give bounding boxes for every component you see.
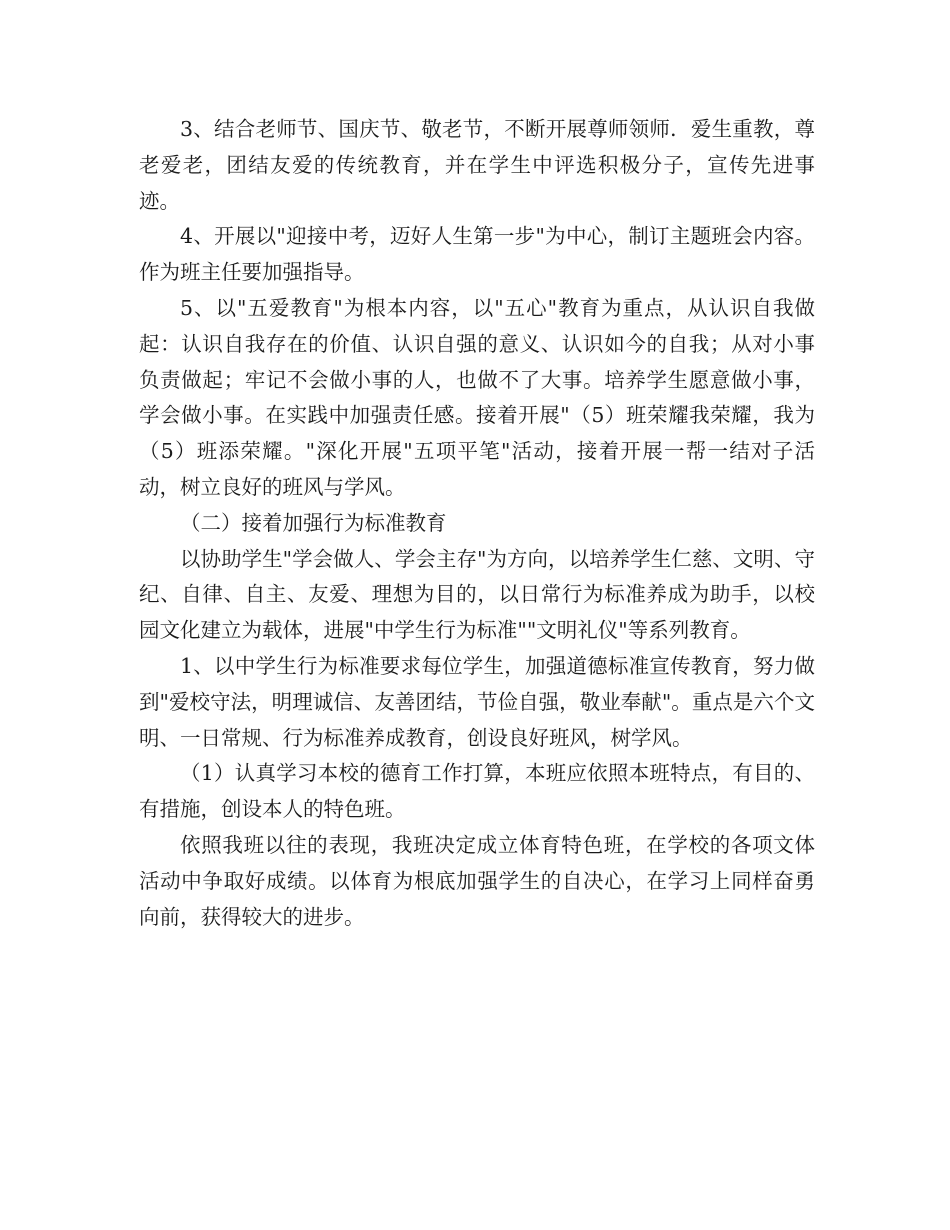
paragraph-item-3: 3、结合老师节、国庆节、敬老节，不断开展尊师领师．爱生重教，尊老爱老，团结友爱的传统教育，并在学生中评选积极分子，宣传先进事迹。 [139, 117, 815, 213]
document-body [139, 112, 815, 935]
paragraph-subitem-1: （1）认真学习本校的德育工作打算，本班应依照本班特点，有目的、有措施，创设本人的特色班。 [139, 761, 815, 822]
paragraph-item-5: 5、以"五爱教育"为根本内容，以"五心"教育为重点，从认识自我做起：认识自我存在的价值、认识自强的意义、认识如今的自我；从对小事负责做起；牢记不会做小事的人，也做不了大事。培养学生愿意做小事，学会做小事。在实践中加强责任感。接着开展"（5）班荣耀我荣耀，我为（5）班添荣耀。"深化开展"五项平笔"活动，接着开展一帮一结对子活动，树立良好的班风与学风。 [139, 295, 815, 499]
paragraph-item-4: 4、开展以"迎接中考，迈好人生第一步"为中心，制订主题班会内容。作为班主任要加强指导。 [139, 224, 815, 285]
paragraph-item-1: 1、以中学生行为标准要求每位学生，加强道德标准宣传教育，努力做到"爱校守法，明理诚信、友善团结，节俭自强，敬业奉献"。重点是六个文明、一日常规、行为标准养成教育，创设良好班风，树学风。 [139, 653, 815, 750]
paragraph-closing: 依照我班以往的表现，我班决定成立体育特色班，在学校的各项文体活动中争取好成绩。以体育为根底加强学生的自决心，在学习上同样奋勇向前，获得较大的进步。 [139, 832, 815, 929]
section-heading-2: （二）接着加强行为标准教育 [180, 510, 447, 535]
section-intro-paragraph: 以协助学生"学会做人、学会主存"为方向，以培养学生仁慈、文明、守纪、自律、自主、友爱、理想为目的，以日常行为标准养成为助手，以校园文化建立为载体，进展"中学生行为标准""文明礼仪"等系列教育。 [139, 546, 815, 643]
